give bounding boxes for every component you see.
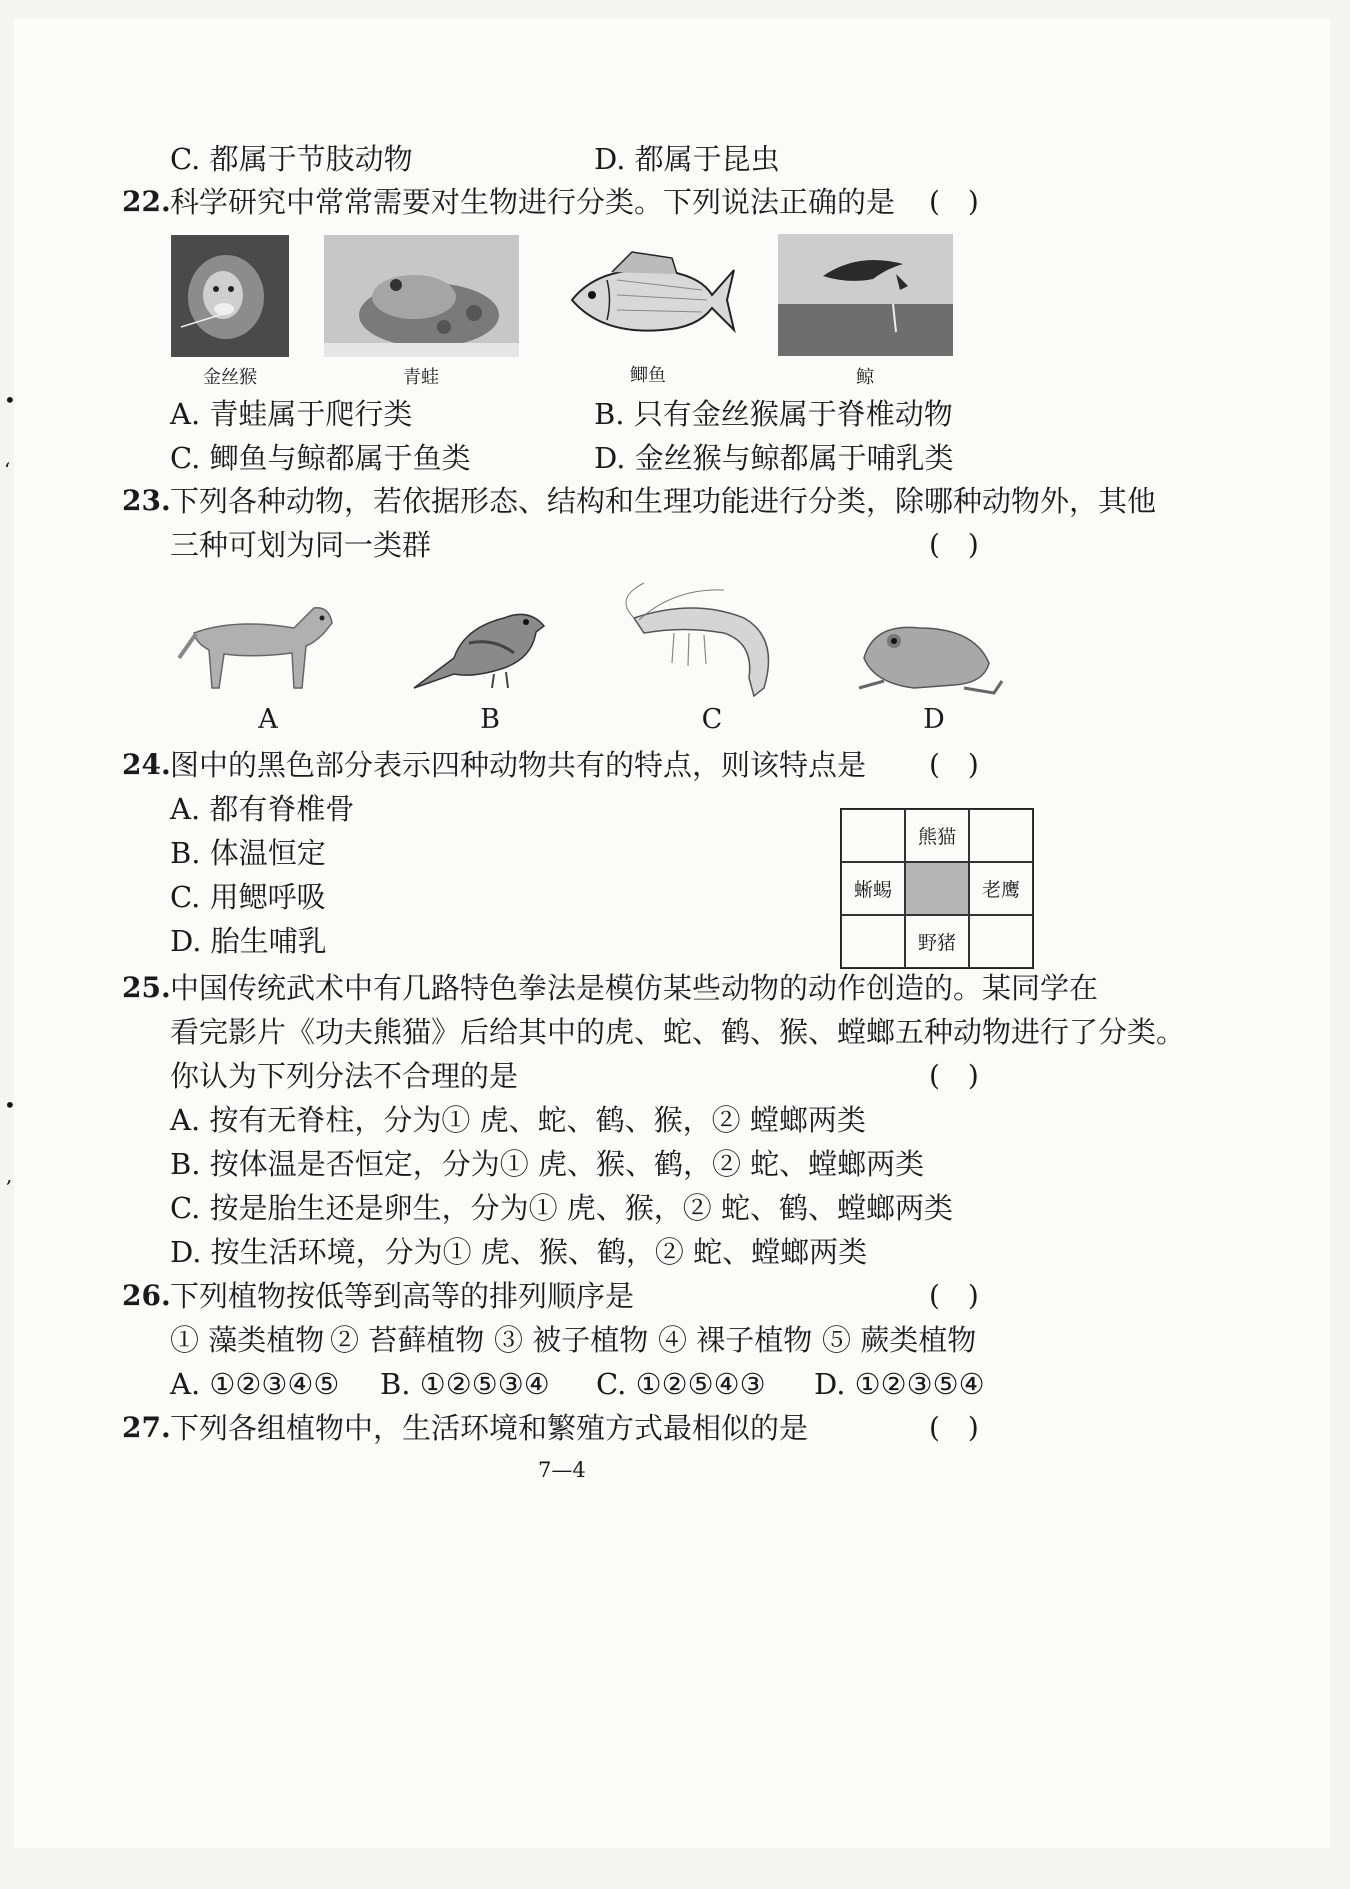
q21-option-c: C. 都属于节肢动物 [170,142,413,176]
grid-cell [841,809,905,862]
q23-answer-paren: () [929,528,1007,561]
q26-item-5: ⑤ 蕨类植物 [822,1323,977,1357]
q24-option-a: A. 都有脊椎骨 [170,792,355,826]
q24-number: 24. [122,748,171,781]
q22-caption-frog: 青蛙 [403,367,439,388]
tree-frog-picture [844,603,1009,703]
margin-mark: • [4,1093,16,1117]
q23-label-b: B [480,704,500,735]
q22-option-d: D. 金丝猴与鲸都属于哺乳类 [594,441,954,475]
q27-number: 27. [122,1411,171,1444]
q25-option-c: C. 按是胎生还是卵生，分为① 虎、猴，② 蛇、鹤、螳螂两类 [170,1191,954,1225]
q26-option-a: A. ①②③④⑤ [170,1367,340,1401]
grid-label-boar: 野猪 [905,915,969,968]
q22-caption-monkey: 金丝猴 [203,367,257,388]
dog-picture [174,588,334,698]
q26-option-c: C. ①②⑤④③ [596,1367,766,1401]
q26-item-4: ④ 裸子植物 [658,1323,813,1357]
q26-option-b: B. ①②⑤③④ [380,1367,550,1401]
q26-item-3: ③ 被子植物 [494,1323,649,1357]
q22-option-b: B. 只有金丝猴属于脊椎动物 [594,397,953,431]
margin-mark: ʻ [4,458,11,482]
grid-cell [969,809,1033,862]
q23-stem-line2: 三种可划为同一类群 [170,528,432,562]
q27-stem: 下列各组植物中，生活环境和繁殖方式最相似的是 [170,1411,809,1445]
q25-option-d: D. 按生活环境，分为① 虎、猴、鹤，② 蛇、螳螂两类 [170,1235,868,1269]
q22-answer-paren: () [929,185,1007,218]
q26-item-1: ① 藻类植物 [170,1323,325,1357]
q22-caption-carp: 鲫鱼 [630,365,666,386]
grid-label-eagle: 老鹰 [969,862,1033,915]
page-number: 7—4 [538,1458,586,1482]
q23-label-c: C [701,704,723,735]
sparrow-picture [394,588,554,698]
crucian-carp-drawing [562,250,737,345]
q24-option-c: C. 用鳃呼吸 [170,880,326,914]
q26-number: 26. [122,1279,171,1312]
q25-option-b: B. 按体温是否恒定，分为① 虎、猴、鹤，② 蛇、螳螂两类 [170,1147,925,1181]
q23-stem-line1: 下列各种动物，若依据形态、结构和生理功能进行分类，除哪种动物外，其他 [170,484,1157,518]
q22-option-c: C. 鲫鱼与鲸都属于鱼类 [170,441,471,475]
q22-caption-whale: 鲸 [856,367,874,388]
q21-option-d: D. 都属于昆虫 [594,142,780,176]
q23-label-a: A [258,704,278,735]
q24-answer-paren: () [929,748,1007,781]
venn-grid-figure [840,808,1034,969]
q25-stem-line2: 看完影片《功夫熊猫》后给其中的虎、蛇、鹤、猴、螳螂五种动物进行了分类。 [170,1015,1186,1049]
golden-monkey-photo [171,235,289,357]
whale-photo [778,234,953,356]
q26-item-2: ② 苔藓植物 [330,1323,485,1357]
q22-number: 22. [122,185,171,218]
q25-answer-paren: () [929,1059,1007,1092]
q24-stem: 图中的黑色部分表示四种动物共有的特点，则该特点是 [170,748,867,782]
grid-label-lizard: 蜥蜴 [841,862,905,915]
q23-number: 23. [122,484,171,517]
grid-shared-feature-cell [905,862,969,915]
q25-stem-line3: 你认为下列分法不合理的是 [170,1059,519,1093]
grid-cell [969,915,1033,968]
frog-photo [324,235,519,357]
q25-stem-line1: 中国传统武术中有几路特色拳法是模仿某些动物的动作创造的。某同学在 [170,971,1099,1005]
q24-option-b: B. 体温恒定 [170,836,326,870]
q22-stem: 科学研究中常常需要对生物进行分类。下列说法正确的是 [170,185,896,219]
q26-option-d: D. ①②③⑤④ [814,1367,985,1401]
q23-label-d: D [923,704,945,735]
margin-mark: , [6,1163,13,1187]
q24-option-d: D. 胎生哺乳 [170,924,327,958]
exam-page [4,18,1330,1848]
shrimp-picture [614,578,784,703]
q27-answer-paren: () [929,1411,1007,1444]
grid-label-panda: 熊猫 [905,809,969,862]
q26-stem: 下列植物按低等到高等的排列顺序是 [170,1279,635,1313]
grid-cell [841,915,905,968]
q22-option-a: A. 青蛙属于爬行类 [170,397,413,431]
q25-number: 25. [122,971,171,1004]
q26-answer-paren: () [929,1279,1007,1312]
q25-option-a: A. 按有无脊柱，分为① 虎、蛇、鹤、猴，② 螳螂两类 [170,1103,866,1137]
margin-mark: • [4,388,16,412]
